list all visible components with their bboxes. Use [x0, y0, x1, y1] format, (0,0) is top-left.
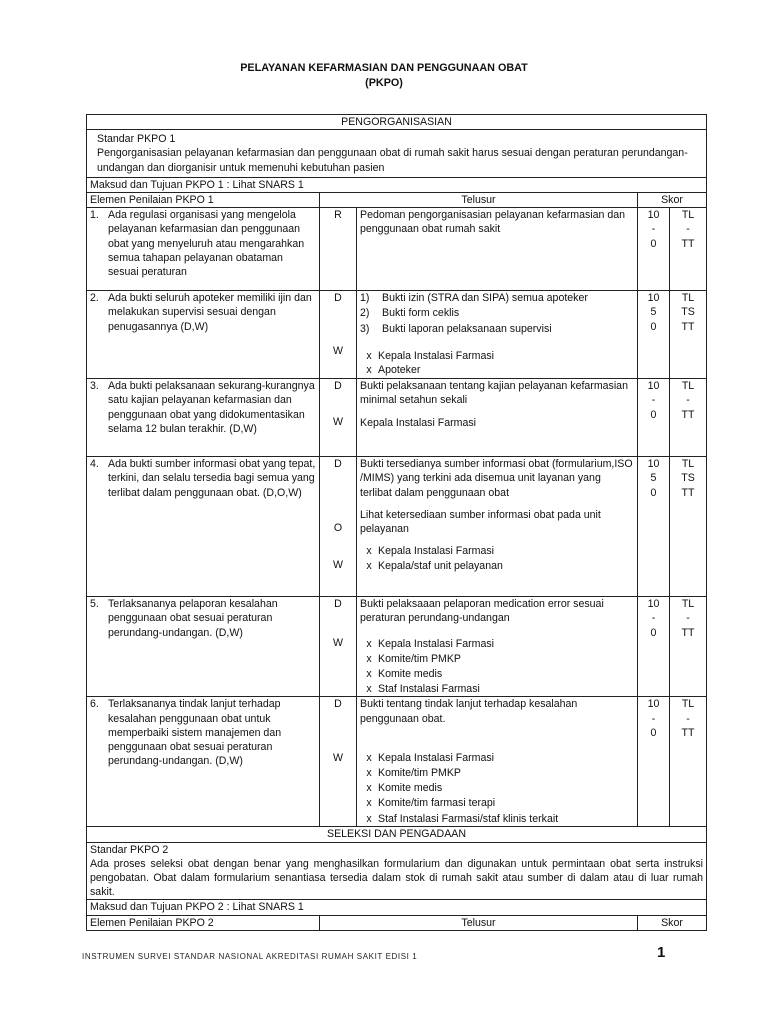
code-letter: O [333, 522, 343, 535]
code-letter: W [333, 416, 343, 429]
skor-value: 10 [647, 458, 660, 471]
elemen-number: 6. [90, 698, 99, 711]
skor-label: TT [681, 726, 695, 739]
table-row [87, 697, 707, 827]
elemen-number: 3. [90, 380, 99, 393]
telusur-text: Bukti pelaksanaan tentang kajian pelayanan kefarmasian minimal setahun sekali [360, 380, 628, 407]
skor-value: 5 [650, 472, 657, 485]
skor-number-cell [638, 597, 670, 697]
skor-label: TT [681, 626, 695, 639]
skor-number-cell [638, 291, 670, 379]
telusur-cell [357, 208, 638, 291]
table-row [87, 379, 707, 457]
code-letter: D [334, 380, 342, 393]
skor-label: TS [681, 472, 695, 485]
x-list [360, 349, 634, 377]
skor-label: TL [681, 698, 695, 711]
list-item: x Komite medis [366, 782, 443, 795]
skor-value: - [651, 612, 656, 625]
skor-value: - [651, 223, 656, 236]
skor-value: 10 [647, 698, 660, 711]
standard-row [87, 842, 707, 900]
col-skor-header: Skor [638, 915, 707, 930]
elemen-cell [87, 457, 320, 597]
skor-label: TL [681, 598, 695, 611]
skor-label: TS [681, 306, 695, 319]
standard-text: Pengorganisasian pelayanan kefarmasian dan penggunaan obat di rumah sakit harus sesuai dengan peraturan perundangan-undangan dan diorganisir untuk memenuhi kebutuhan pasien [97, 147, 688, 174]
list-item: 3) Bukti laporan pelaksanaan supervisi [360, 322, 552, 335]
section-heading: SELEKSI DAN PENGADAAN [87, 827, 707, 842]
code-letter: D [334, 598, 342, 611]
table-row [87, 597, 707, 697]
skor-label: TT [681, 237, 695, 250]
skor-number-cell [638, 697, 670, 827]
elemen-text: Ada regulasi organisasi yang mengelola pelayanan kefarmasian dan penggunaan obat yang menyeluruh atau mengarahkan semua tahapan pelayanan obataman sesuai peraturan [108, 209, 305, 279]
list-item: 2) Bukti form ceklis [360, 307, 460, 320]
list-item: x Staf Instalasi Farmasi/staf klinis terkait [366, 812, 559, 825]
list-item: x Komite/tim farmasi terapi [366, 797, 496, 810]
document-subtitle: (PKPO) [365, 77, 403, 89]
telusur-cell [357, 379, 638, 457]
numbered-list [360, 291, 634, 336]
skor-label: TL [681, 209, 695, 222]
col-telusur-header: Telusur [320, 193, 638, 208]
maksud-row [87, 900, 707, 915]
standard-cell [87, 130, 707, 178]
skor-label-cell [670, 457, 707, 597]
skor-label: - [686, 223, 690, 236]
skor-value: 0 [650, 320, 657, 333]
maksud-cell: Maksud dan Tujuan PKPO 2 : Lihat SNARS 1 [87, 900, 707, 915]
skor-label-cell [670, 597, 707, 697]
skor-value: 10 [647, 209, 660, 222]
elemen-number: 4. [90, 458, 99, 471]
elemen-cell [87, 697, 320, 827]
standard-text: Ada proses seleksi obat dengan benar yang menghasilkan formularium dan digunakan untuk permintaan obat serta instruksi pengobatan. Obat dalam formularium senantiasa tersedia dalam stok di rumah sakit atau sumber di dalam atau di luar rumah sakit. [90, 857, 704, 899]
skor-value: 0 [650, 237, 657, 250]
elemen-text: Ada bukti pelaksanaan sekurang-kurangnya satu kajian pelayanan kefarmasian dan penggunaan obat yang didokumentasikan selama 12 bulan terakhir. (D,W) [108, 380, 315, 435]
code-letter: W [333, 558, 343, 571]
skor-number-cell [638, 379, 670, 457]
code-cell [320, 697, 357, 827]
skor-label: - [686, 712, 690, 725]
table-row [87, 457, 707, 597]
telusur-cell [357, 457, 638, 597]
code-letter: W [333, 637, 343, 650]
standard-label: Standar PKPO 2 [90, 843, 169, 856]
document-title: PELAYANAN KEFARMASIAN DAN PENGGUNAAN OBAT [240, 62, 528, 74]
standard-label: Standar PKPO 1 [97, 133, 176, 146]
telusur-text: Pedoman pengorganisasian pelayanan kefarmasian dan penggunaan obat rumah sakit [360, 209, 626, 236]
list-item: x Komite medis [366, 668, 443, 681]
elemen-text: Ada bukti sumber informasi obat yang tepat, terkini, dan selalu tersedia bagi semua yang terlibat dalam penggunaan obat. (D,O,W) [108, 458, 316, 499]
x-list [360, 751, 634, 826]
skor-value: 10 [647, 380, 660, 393]
skor-value: - [651, 394, 656, 407]
list-item: x Komite/tim PMKP [366, 652, 462, 665]
col-elemen-header: Elemen Penilaian PKPO 1 [87, 193, 320, 208]
elemen-cell [87, 208, 320, 291]
maksud-row [87, 177, 707, 192]
skor-label: TL [681, 380, 695, 393]
skor-label: - [686, 394, 690, 407]
elemen-number: 1. [90, 209, 99, 222]
skor-label: TL [681, 292, 695, 305]
telusur-text: Kepala Instalasi Farmasi [360, 416, 476, 429]
standard-row [87, 130, 707, 178]
list-item: x Kepala Instalasi Farmasi [366, 751, 494, 764]
table-row [87, 291, 707, 379]
code-cell [320, 208, 357, 291]
skor-value: 0 [650, 408, 657, 421]
telusur-text: Bukti tentang tindak lanjut terhadap kesalahan penggunaan obat. [360, 698, 578, 725]
telusur-text: Bukti pelaksaaan pelaporan medication error sesuai peraturan perundang-undangan [360, 598, 604, 625]
elemen-text: Ada bukti seluruh apoteker memiliki ijin dan melakukan supervisi sesuai dengan penugasannya (D,W) [108, 292, 312, 333]
section-heading: PENGORGANISASIAN [87, 115, 707, 130]
list-item: 1) Bukti izin (STRA dan SIPA) semua apoteker [360, 292, 588, 305]
skor-label-cell [670, 208, 707, 291]
list-item: x Staf Instalasi Farmasi [366, 683, 480, 696]
skor-label: TT [681, 486, 695, 499]
elemen-text: Terlaksananya tindak lanjut terhadap kesalahan penggunaan obat untuk memperbaiki sistem manajemen dan penggunaan obat sesuai peraturan perundang-undangan. (D,W) [108, 698, 282, 768]
skor-label-cell [670, 697, 707, 827]
list-item: x Apoteker [366, 364, 421, 377]
skor-number-cell [638, 457, 670, 597]
skor-value: 0 [650, 626, 657, 639]
skor-value: 0 [650, 486, 657, 499]
elemen-cell [87, 291, 320, 379]
column-header-row [87, 915, 707, 930]
footer-text: INSTRUMEN SURVEI STANDAR NASIONAL AKREDITASI RUMAH SAKIT EDISI 1 [82, 952, 418, 961]
skor-label-cell [670, 291, 707, 379]
elemen-cell [87, 597, 320, 697]
telusur-cell [357, 291, 638, 379]
x-list [360, 544, 634, 573]
code-letter: D [334, 698, 342, 711]
elemen-number: 5. [90, 598, 99, 611]
skor-number-cell [638, 208, 670, 291]
list-item: x Kepala Instalasi Farmasi [366, 545, 494, 558]
col-skor-header: Skor [638, 193, 707, 208]
list-item: x Komite/tim PMKP [366, 767, 462, 780]
section-heading-row [87, 115, 707, 130]
code-letter: D [334, 458, 342, 471]
skor-label: - [686, 612, 690, 625]
code-letter: W [333, 345, 343, 358]
elemen-text: Terlaksananya pelaporan kesalahan penggunaan obat sesuai peraturan perundang-undangan. (D,W) [108, 598, 278, 639]
code-letter: D [334, 292, 342, 305]
col-elemen-header: Elemen Penilaian PKPO 2 [87, 915, 320, 930]
skor-value: 0 [650, 726, 657, 739]
list-item: x Kepala/staf unit pelayanan [366, 560, 503, 573]
page-number: 1 [657, 944, 666, 961]
standard-cell [87, 842, 707, 900]
telusur-cell [357, 597, 638, 697]
code-cell [320, 457, 357, 597]
elemen-number: 2. [90, 292, 99, 305]
skor-label: TT [681, 320, 695, 333]
column-header-row [87, 193, 707, 208]
section-heading-row [87, 827, 707, 842]
skor-label: TL [681, 458, 695, 471]
skor-value: 10 [647, 598, 660, 611]
telusur-text: Lihat ketersediaan sumber informasi obat pada unit pelayanan [360, 508, 601, 536]
list-item: x Kepala Instalasi Farmasi [366, 349, 494, 362]
pkpo-table [86, 114, 707, 931]
code-letter: R [334, 209, 342, 222]
telusur-cell [357, 697, 638, 827]
skor-value: 5 [650, 306, 657, 319]
list-item: x Kepala Instalasi Farmasi [366, 637, 494, 650]
code-cell [320, 379, 357, 457]
maksud-cell: Maksud dan Tujuan PKPO 1 : Lihat SNARS 1 [87, 177, 707, 192]
telusur-text: Bukti tersedianya sumber informasi obat (formularium,ISO /MIMS) yang terkini ada disemua unit layanan yang terlibat dalam penggunaan obat [360, 458, 633, 499]
elemen-cell [87, 379, 320, 457]
x-list [360, 637, 634, 697]
skor-label-cell [670, 379, 707, 457]
code-letter: W [333, 751, 343, 764]
skor-value: - [651, 712, 656, 725]
table-row [87, 208, 707, 291]
skor-value: 10 [647, 292, 660, 305]
col-telusur-header: Telusur [320, 915, 638, 930]
skor-label: TT [681, 408, 695, 421]
code-cell [320, 291, 357, 379]
code-cell [320, 597, 357, 697]
